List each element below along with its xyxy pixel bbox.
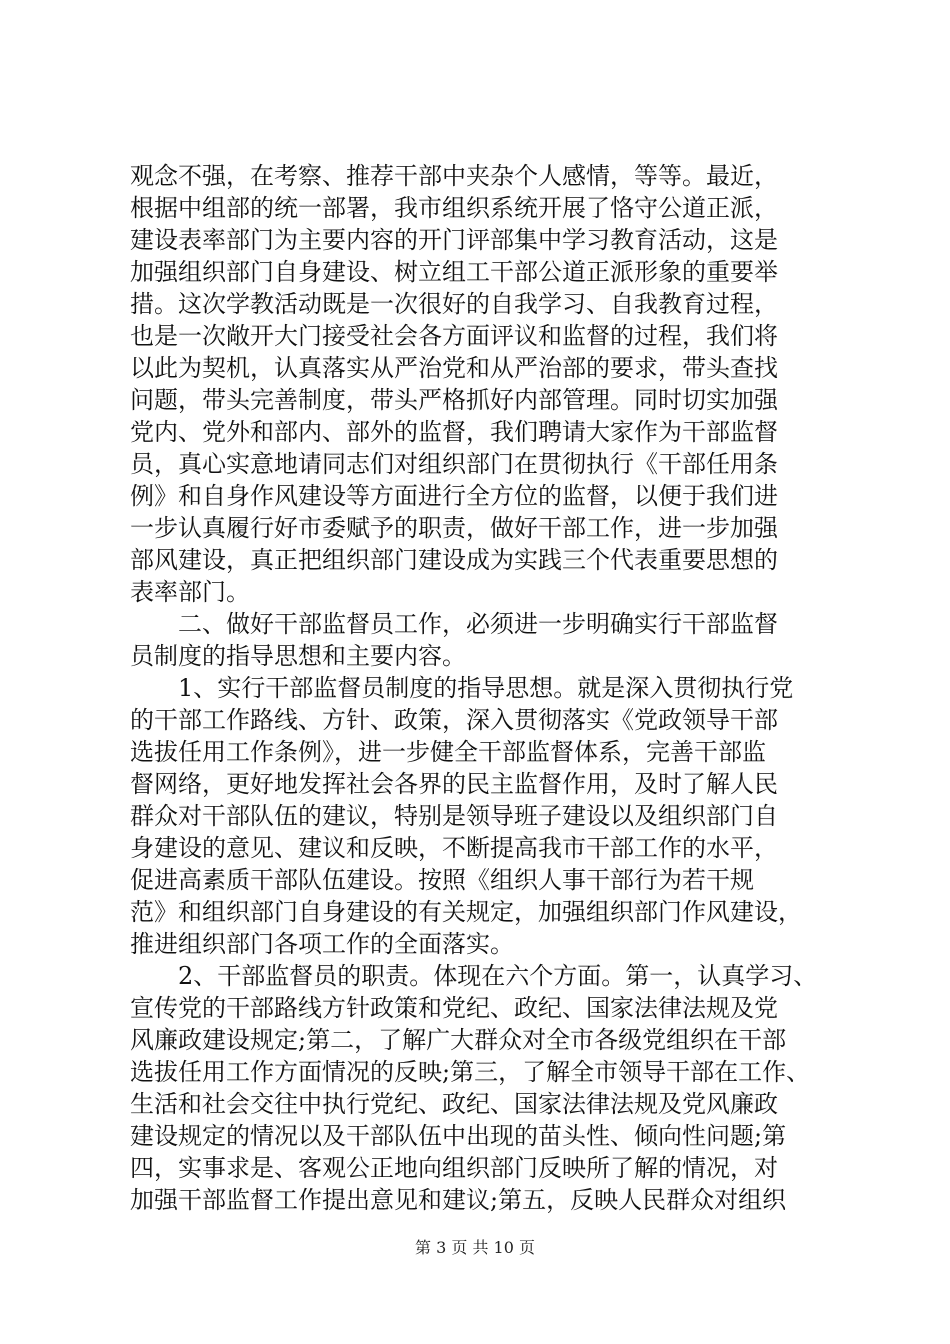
text-line: 1、实行干部监督员制度的指导思想。就是深入贯彻执行党 bbox=[130, 674, 794, 702]
text-line: 身建设的意见、建议和反映，不断提高我市干部工作的水平， bbox=[130, 834, 778, 862]
text-line: 员，真心实意地请同志们对组织部门在贯彻执行《干部任用条 bbox=[130, 450, 778, 478]
text-line: 员制度的指导思想和主要内容。 bbox=[130, 642, 466, 670]
text-line: 的干部工作路线、方针、政策，深入贯彻落实《党政领导干部 bbox=[130, 706, 778, 734]
text-line: 选拔任用工作条例》，进一步健全干部监督体系，完善干部监 bbox=[130, 738, 766, 766]
text-line: 也是一次敞开大门接受社会各方面评议和监督的过程，我们将 bbox=[130, 322, 778, 350]
text-line: 根据中组部的统一部署，我市组织系统开展了恪守公道正派， bbox=[130, 194, 778, 222]
text-line: 推进组织部门各项工作的全面落实。 bbox=[130, 930, 514, 958]
text-line: 生活和社会交往中执行党纪、政纪、国家法律法规及党风廉政 bbox=[130, 1090, 778, 1118]
text-line: 观念不强，在考察、推荐干部中夹杂个人感情，等等。最近， bbox=[130, 162, 778, 190]
text-line: 风廉政建设规定;第二，了解广大群众对全市各级党组织在干部 bbox=[130, 1026, 787, 1054]
body-text bbox=[130, 160, 830, 1216]
page-footer: 第 3 页 共 10 页 bbox=[415, 1238, 535, 1257]
text-line: 问题，带头完善制度，带头严格抓好内部管理。同时切实加强 bbox=[130, 386, 778, 414]
text-line: 一步认真履行好市委赋予的职责，做好干部工作，进一步加强 bbox=[130, 514, 778, 542]
text-line: 宣传党的干部路线方针政策和党纪、政纪、国家法律法规及党 bbox=[130, 994, 778, 1022]
text-line: 群众对干部队伍的建议，特别是领导班子建设以及组织部门自 bbox=[130, 802, 778, 830]
text-line: 范》和组织部门自身建设的有关规定，加强组织部门作风建设， bbox=[130, 898, 802, 926]
text-line: 督网络，更好地发挥社会各界的民主监督作用，及时了解人民 bbox=[130, 770, 778, 798]
text-line: 表率部门。 bbox=[130, 578, 250, 606]
text-line: 以此为契机，认真落实从严治党和从严治部的要求，带头查找 bbox=[130, 354, 778, 382]
text-line: 党内、党外和部内、部外的监督，我们聘请大家作为干部监督 bbox=[130, 418, 778, 446]
text-line: 四，实事求是、客观公正地向组织部门反映所了解的情况，对 bbox=[130, 1154, 778, 1182]
text-line: 例》和自身作风建设等方面进行全方位的监督，以便于我们进 bbox=[130, 482, 778, 510]
text-line: 加强干部监督工作提出意见和建议;第五，反映人民群众对组织 bbox=[130, 1186, 787, 1214]
text-line: 二、做好干部监督员工作，必须进一步明确实行干部监督 bbox=[130, 610, 778, 638]
text-line: 建设表率部门为主要内容的开门评部集中学习教育活动，这是 bbox=[130, 226, 778, 254]
text-line: 选拔任用工作方面情况的反映;第三，了解全市领导干部在工作、 bbox=[130, 1058, 811, 1086]
text-line: 2、干部监督员的职责。体现在六个方面。第一，认真学习、 bbox=[130, 962, 818, 990]
text-line: 措。这次学教活动既是一次很好的自我学习、自我教育过程， bbox=[130, 290, 778, 318]
text-line: 促进高素质干部队伍建设。按照《组织人事干部行为若干规 bbox=[130, 866, 754, 894]
text-line: 加强组织部门自身建设、树立组工干部公道正派形象的重要举 bbox=[130, 258, 778, 286]
text-line: 部风建设，真正把组织部门建设成为实践三个代表重要思想的 bbox=[130, 546, 778, 574]
text-line: 建设规定的情况以及干部队伍中出现的苗头性、倾向性问题;第 bbox=[130, 1122, 787, 1150]
